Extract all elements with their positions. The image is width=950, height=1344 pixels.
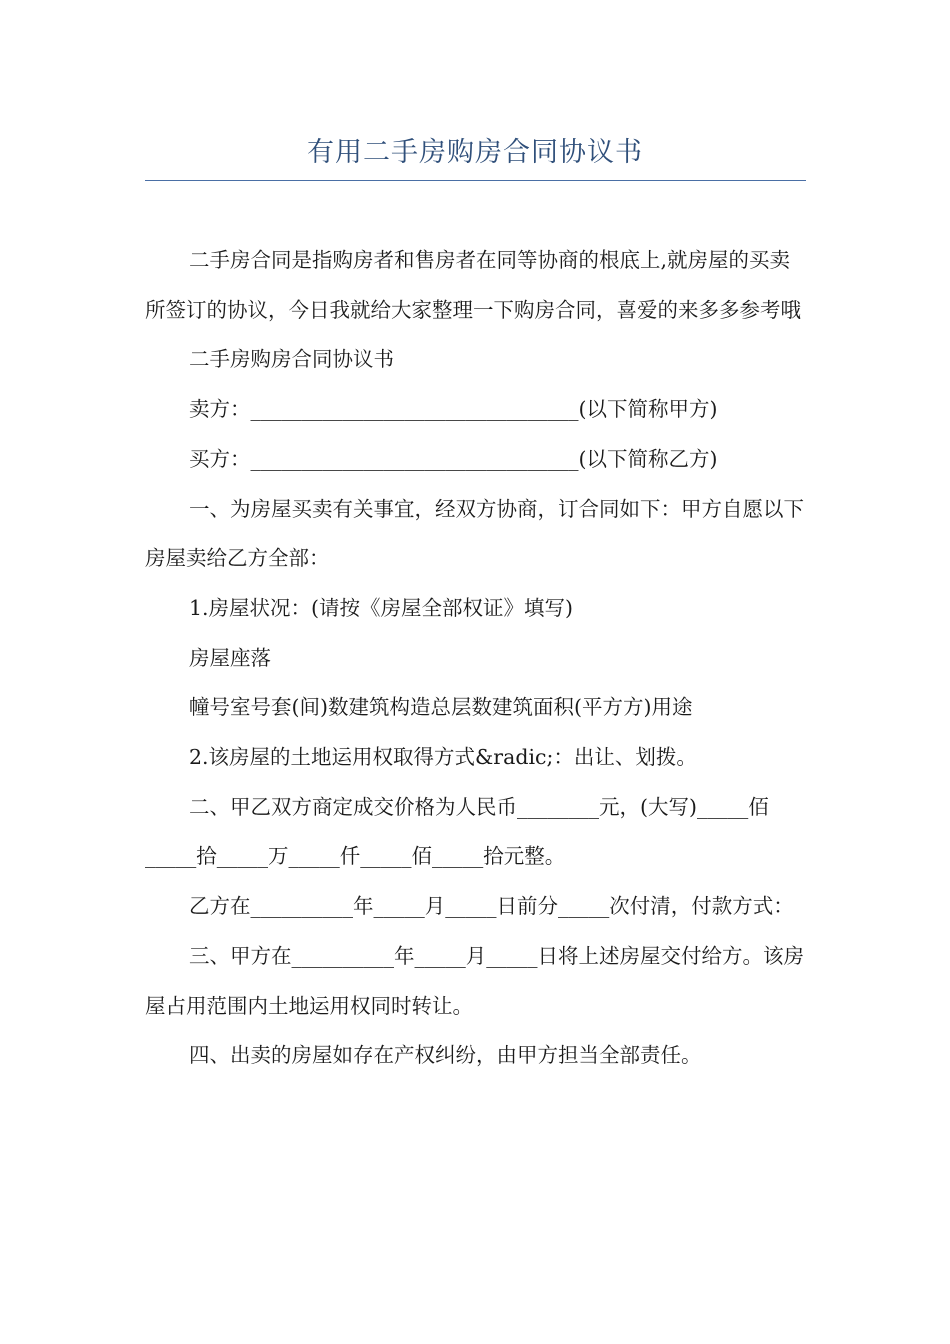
clause-1-paragraph: 一、为房屋买卖有关事宜，经双方协商，订合同如下：甲方自愿以下房屋卖给乙方全部： (145, 496, 804, 571)
house-status-paragraph: 1.房屋状况：(请按《房屋全部权证》填写) (189, 595, 574, 620)
land-rights-paragraph: 2.该房屋的土地运用权取得方式&radic;：出让、划拨。 (189, 745, 697, 770)
seller-line: 卖方：________________________________(以下简称甲方) (189, 397, 718, 422)
clause-2-price-paragraph: 二、甲乙双方商定成交价格为人民币________元，(大写)_____佰_____拾_____万_____仟_____佰_____拾元整。 (145, 794, 769, 869)
intro-paragraph: 二手房合同是指购房者和售房者在同等协商的根底上,就房屋的买卖所签订的协议，今日我就给大家整理一下购房合同，喜爱的来多多参考哦 (145, 248, 801, 322)
title-divider (145, 180, 806, 181)
payment-paragraph: 乙方在__________年_____月_____日前分_____次付清，付款方式： (189, 894, 794, 919)
document-body (145, 236, 809, 1081)
house-location-paragraph: 房屋座落 (189, 645, 271, 670)
document-title: 有用二手房购房合同协议书 (307, 137, 643, 168)
clause-4-dispute-paragraph: 四、出卖的房屋如存在产权纠纷，由甲方担当全部责任。 (189, 1043, 702, 1068)
house-details-paragraph: 幢号室号套(间)数建筑构造总层数建筑面积(平方方)用途 (189, 695, 693, 720)
buyer-line: 买方：________________________________(以下简称乙方) (189, 446, 718, 471)
subtitle-paragraph: 二手房购房合同协议书 (189, 347, 394, 372)
clause-3-delivery-paragraph: 三、甲方在__________年_____月_____日将上述房屋交付给方。该房屋占用范围内土地运用权同时转让。 (145, 943, 804, 1018)
